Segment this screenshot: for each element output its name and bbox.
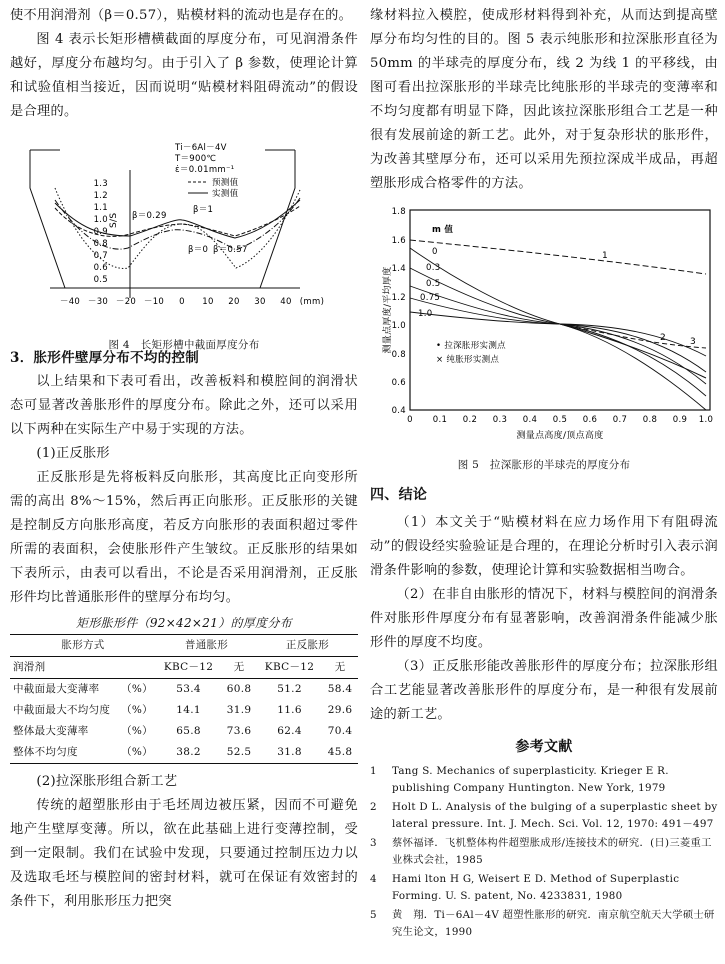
- y-axis-label: S/S: [109, 212, 119, 228]
- table-title: 矩形胀形件（92×42×21）的厚度分布: [76, 616, 292, 630]
- figure-4-caption: 图 4 长矩形槽中截面厚度分布: [108, 339, 260, 351]
- svg-text:β＝1: β＝1: [193, 205, 214, 215]
- x-tick: 0: [179, 297, 185, 307]
- svg-text:ε̇＝0.01mm⁻¹: ε̇＝0.01mm⁻¹: [175, 165, 235, 175]
- table-cell: 51.2: [277, 683, 302, 695]
- y-tick: 0.9: [93, 227, 108, 237]
- curve-beta-029: [55, 200, 300, 238]
- reference-item: 4 Hami lton H G, Weisert E D. Method of Superplastic Forming. U. S. patent, No. 4233831, 1980: [370, 873, 680, 902]
- paragraph: 缘材料拉入模腔，使成形材料得到补充，从而达到提高壁厚分布均匀性的目的。图 5 表示纯胀形和拉深胀形直径为 50mm 的半球壳的厚度分布，线 2 为线 1 的平移线，由图可看出拉深胀形的半球壳比纯胀形的半球壳的变薄率和不均匀度都有明显下降，因此该拉深胀形组合工艺是一种很有发展前途的新工艺。此外，对于复杂形状的胀形件，为改善其壁厚分布，还可以采用先预拉深成半成品，再超塑胀形成合格零件的方法。: [370, 8, 718, 191]
- conclusion-item: （3）正反胀形能改善胀形件的厚度分布；拉深胀形组合工艺能显著改善胀形件的厚度分布，是一种很有发展前途的新工艺。: [370, 659, 718, 722]
- table-row: [10, 700, 358, 721]
- table-cell: 58.4: [327, 683, 353, 695]
- svg-text:0.5: 0.5: [426, 279, 441, 289]
- y-tick: 1.2: [93, 191, 108, 201]
- curve-line-1: [410, 240, 706, 274]
- y-tick: 1.1: [93, 203, 108, 213]
- x-tick: 0.4: [522, 415, 538, 425]
- y-axis-label: 测量点厚度/平均厚度: [383, 266, 393, 354]
- table-cell: KBC－12: [257, 657, 322, 679]
- row-unit: （%）: [121, 704, 153, 716]
- svg-text:0: 0: [432, 247, 438, 257]
- svg-text:3: 3: [690, 337, 697, 347]
- table-cell: 73.6: [226, 725, 252, 737]
- curve-labels: [132, 205, 248, 255]
- references-list: [370, 763, 718, 941]
- plot-frame: [410, 210, 710, 410]
- row-unit: （%）: [121, 683, 153, 695]
- svg-text:× 纯胀形实测点: × 纯胀形实测点: [436, 355, 500, 365]
- svg-text:实测值: 实测值: [212, 189, 239, 199]
- x-tick: 20: [228, 297, 240, 307]
- paragraph: 使不用润滑剂（β＝0.57），贴模材料的流动也是存在的。: [10, 8, 353, 23]
- line-labels: [602, 251, 696, 347]
- section-heading: 3．胀形件壁厚分布不均的控制: [10, 350, 200, 366]
- table-cell: 29.6: [327, 704, 353, 716]
- table-cell: 31.9: [226, 704, 252, 716]
- table-cell: 65.8: [176, 725, 201, 737]
- y-tick: 1.0: [391, 321, 406, 331]
- table-header: 普通胀形: [156, 635, 257, 657]
- x-tick: 40: [280, 297, 292, 307]
- figure-4: [10, 128, 358, 351]
- y-tick: 0.5: [93, 275, 108, 285]
- right-column: [370, 0, 718, 943]
- paragraph: 图 4 表示长矩形槽横截面的厚度分布，可见润滑条件越好，厚度分布越均匀。由于引入了 β 参数，使理论计算和试验值相当接近，因而说明“贴模材料阻碍流动”的假设是合理的。: [10, 32, 358, 119]
- x-tick: 0.6: [582, 415, 598, 425]
- reference-item: 3 蔡怀福译．飞机整体构件超塑胀成形/连接技术的研究．(日)三菱重工业株式会社，1985: [370, 837, 712, 866]
- svg-text:• 拉深胀形实测点: • 拉深胀形实测点: [436, 341, 506, 351]
- svg-text:m 值: m 值: [432, 225, 454, 235]
- row-unit: （%）: [121, 725, 153, 737]
- table-row: [10, 679, 358, 701]
- subheading: (2)拉深胀形组合新工艺: [36, 774, 178, 789]
- section-heading: 四、结论: [370, 487, 428, 503]
- x-unit: (mm): [299, 297, 325, 307]
- table-cell: 62.4: [277, 725, 302, 737]
- y-tick: 1.4: [391, 264, 406, 274]
- y-tick: 0.6: [391, 378, 406, 388]
- y-ticks: [392, 207, 406, 416]
- row-name: 整体不均匀度: [13, 746, 78, 758]
- references-heading: 参考文献: [515, 739, 573, 755]
- svg-text:β＝0.57: β＝0.57: [213, 245, 248, 255]
- figure-5-legend: [436, 340, 506, 365]
- reference-item: 1 Tang S. Mechanics of superplasticity. Krieger E R. publishing Company Huntington. New York, 1979: [370, 765, 669, 794]
- conclusion-item: （2）在非自由胀形的情况下，材料与模腔间的润滑条件对胀形件厚度分布有显著影响，改善润滑条件能减少胀形件的厚度不均度。: [370, 587, 718, 650]
- m-curves: [410, 248, 706, 410]
- y-tick: 1.0: [93, 215, 108, 225]
- x-axis-label: 测量点高度/顶点高度: [516, 431, 604, 441]
- table-cell: 11.6: [277, 704, 302, 716]
- svg-text:β＝0: β＝0: [188, 245, 209, 255]
- table-row: [10, 721, 358, 742]
- table-cell: 53.4: [176, 683, 201, 695]
- table-cell: 52.5: [221, 742, 257, 764]
- x-tick: 0.1: [432, 415, 448, 425]
- y-tick: 1.6: [391, 236, 406, 246]
- row-unit: （%）: [121, 746, 153, 758]
- curve-beta-1: [55, 206, 300, 236]
- subheading: (1)正反胀形: [36, 446, 110, 461]
- paragraph: 传统的超塑胀形由于毛坯周边被压紧，因而不可避免地产生壁厚变薄。所以，欲在此基础上进行变薄控制，受到一定限制。我们在试验中发现，只要通过控制压边力以及选取毛坯与模腔间的密封材料，就可在保证有效密封的条件下，利用胀形压力把突: [10, 798, 358, 909]
- x-tick: 0.2: [462, 415, 478, 425]
- x-tick: 0.9: [672, 415, 688, 425]
- svg-text:0.75: 0.75: [420, 293, 441, 303]
- table-header: 正反胀形: [257, 635, 358, 657]
- table-cell: 31.8: [257, 742, 322, 764]
- left-column: [10, 0, 358, 914]
- curve-line-3: [560, 324, 706, 378]
- table-cell: 70.4: [327, 725, 353, 737]
- figure-5-plot: [370, 206, 718, 446]
- svg-text:T＝900℃: T＝900℃: [175, 154, 217, 164]
- svg-text:β＝0.29: β＝0.29: [132, 211, 167, 221]
- figure-5-caption: 图 5 拉深胀形的半球壳的厚度分布: [457, 459, 631, 471]
- y-tick: 1.8: [391, 207, 406, 217]
- x-tick: 10: [202, 297, 214, 307]
- table-cell: 45.8: [322, 742, 358, 764]
- figure-4-legend: [174, 143, 239, 199]
- x-tick: －40: [59, 297, 81, 307]
- paragraph: 以上结果和下表可看出，改善板料和模腔间的润滑状态可显著改善胀形件的厚度分布。除此之外，还可以采用以下两种在实际生产中易于实现的方法。: [10, 374, 358, 437]
- paragraph: 正反胀形是先将板料反向胀形，其高度比正向变形所需的高出 8%～15%，然后再正向胀形。正反胀形的关键是控制反方向胀形高度，若反方向胀形的表面积超过零件所需的表面积，会使胀形件产生皱纹。正反胀形的结果如下表所示，由表可以看出，不论是否采用润滑剂，正反胀形件均比普通胀形件的壁厚分布均匀。: [10, 470, 358, 605]
- table-cell: 60.8: [226, 683, 252, 695]
- row-name: 中截面最大变薄率: [13, 683, 100, 695]
- table-cell: 38.2: [156, 742, 221, 764]
- svg-text:Ti－6Al－4V: Ti－6Al－4V: [175, 143, 227, 153]
- y-tick: 0.8: [93, 239, 108, 249]
- table-cell: KBC－12: [156, 657, 221, 679]
- curve-m-03: [410, 268, 706, 396]
- x-tick: －10: [143, 297, 165, 307]
- y-tick: 0.4: [391, 406, 406, 416]
- x-ticks: [60, 297, 324, 307]
- x-tick: 30: [254, 297, 266, 307]
- x-tick: 1.0: [698, 415, 714, 425]
- table-cell: 润滑剂: [10, 657, 156, 679]
- table-cell: 14.1: [176, 704, 201, 716]
- x-ticks: [407, 415, 713, 425]
- x-tick: －30: [87, 297, 109, 307]
- svg-text:2: 2: [660, 333, 667, 343]
- conclusion-item: （1）本文关于“贴模材料在应力场作用下有阻碍流动”的假设经实验验证是合理的，在理论分析时引入表示润滑条件影响的参数，使理论计算和实验数据相当吻合。: [370, 515, 718, 578]
- x-tick: 0.5: [552, 415, 568, 425]
- curve-m-0: [410, 248, 706, 410]
- table-row: [10, 742, 358, 764]
- reference-item: 2 Holt D L. Analysis of the bulging of a superplastic sheet by lateral pressure. Int. J. Mech. Sci. Vol. 12, 1970: 491－497: [370, 801, 718, 830]
- reference-item: 5 黄 翔．Ti－6Al－4V 超塑性胀形的研究．南京航空航天大学硕士研究生论文，1990: [370, 909, 715, 938]
- figure-5: [370, 206, 718, 473]
- x-tick: 0.3: [492, 415, 508, 425]
- x-tick: 0.8: [642, 415, 658, 425]
- svg-text:0.3: 0.3: [426, 263, 441, 273]
- y-tick: 0.8: [391, 350, 406, 360]
- svg-text:预测值: 预测值: [212, 178, 239, 188]
- row-name: 整体最大变薄率: [13, 725, 89, 737]
- table-cell: 无: [221, 657, 257, 679]
- figure-4-plot: [10, 128, 358, 328]
- curve-beta-0: [55, 188, 300, 268]
- table-header: 胀形方式: [10, 635, 156, 657]
- y-tick: 1.3: [93, 179, 108, 189]
- x-tick: 0.7: [612, 415, 628, 425]
- x-tick: 0: [407, 415, 413, 425]
- thickness-table: [10, 612, 358, 764]
- table-cell: 无: [322, 657, 358, 679]
- row-name: 中截面最大不均匀度: [13, 704, 111, 716]
- svg-text:1.0: 1.0: [418, 309, 433, 319]
- y-tick: 1.2: [391, 293, 406, 303]
- x-tick: －20: [115, 297, 137, 307]
- svg-text:1: 1: [602, 251, 609, 261]
- y-tick: 0.6: [93, 263, 108, 273]
- y-tick: 0.7: [93, 251, 108, 261]
